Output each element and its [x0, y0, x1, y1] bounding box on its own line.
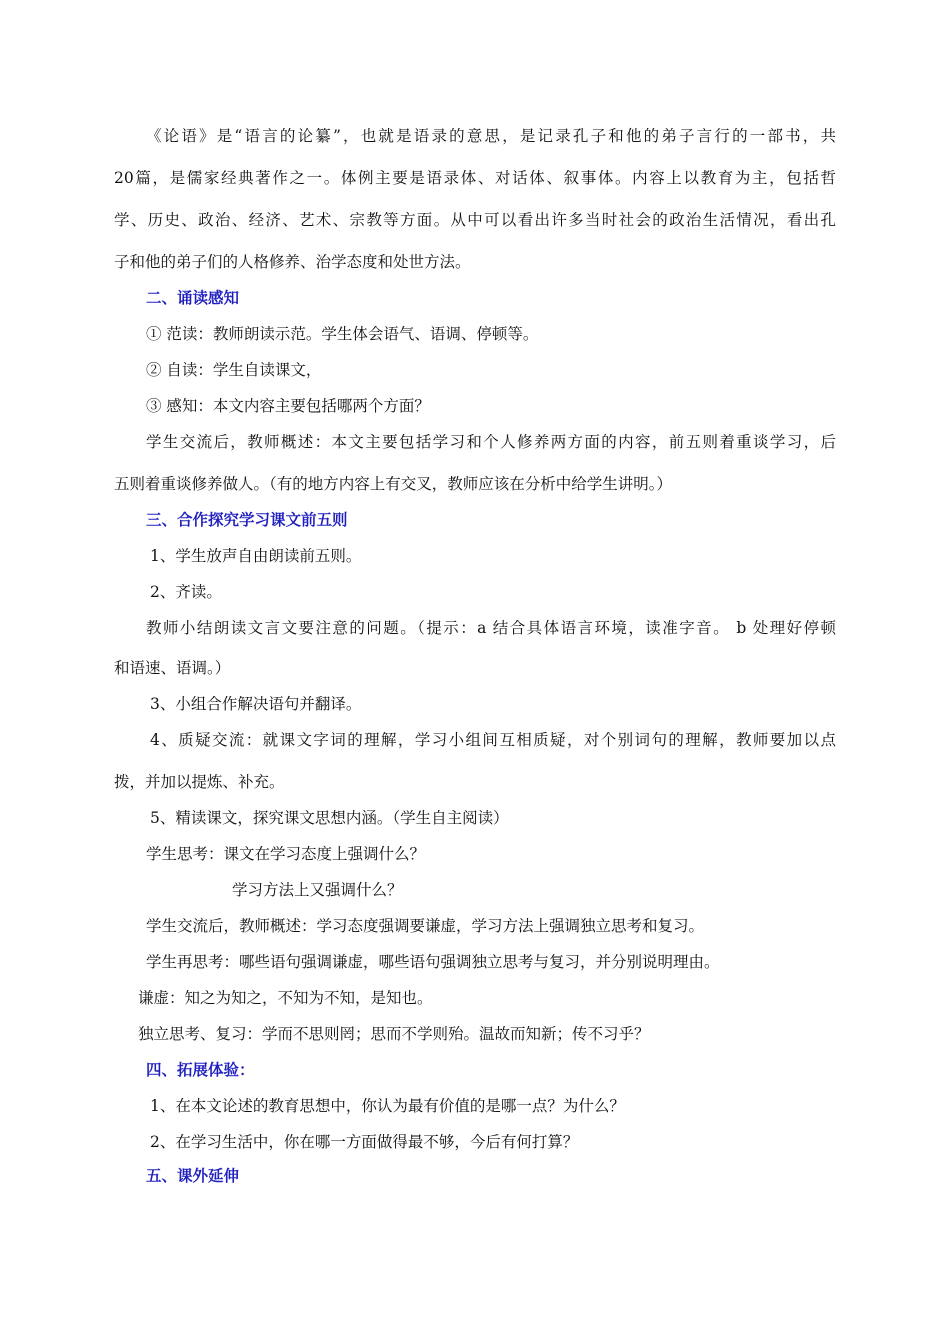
exchange-summary: 学生交流后，教师概述：学习态度强调要谦虚，学习方法上强调独立思考和复习。	[146, 917, 705, 935]
think-question-2: 学习方法上又强调什么？	[232, 881, 403, 899]
review-answer: 独立思考、复习：学而不思则罔；思而不学则殆。温故而知新；传不习乎？	[138, 1025, 650, 1043]
cooperate-step-4-line-1: 4、质疑交流：就课文字词的理解，学习小组间互相质疑，对个别词句的理解，教师要加以点	[150, 731, 836, 749]
extend-question-2: 2、在学习生活中，你在哪一方面做得最不够，今后有何打算？	[150, 1133, 579, 1151]
recite-para-line-2: 五则着重谈修养做人。（有的地方内容上有交叉，教师应该在分析中给学生讲明。）	[114, 475, 673, 493]
recite-item-1: ① 范读：教师朗读示范。学生体会语气、语调、停顿等。	[146, 325, 539, 343]
extend-question-1: 1、在本文论述的教育思想中，你认为最有价值的是哪一点？为什么？	[150, 1097, 625, 1115]
section-heading-recite: 二、诵读感知	[146, 289, 240, 307]
section-heading-beyond: 五、课外延伸	[146, 1167, 240, 1185]
recite-para-line-1: 学生交流后，教师概述：本文主要包括学习和个人修养两方面的内容，前五则着重谈学习，后	[146, 433, 836, 451]
cooperate-step-1: 1、学生放声自由朗读前五则。	[150, 547, 362, 565]
section-heading-cooperate: 三、合作探究学习课文前五则	[146, 511, 348, 529]
cooperate-step-4-line-2: 拨，并加以提炼、补充。	[114, 773, 285, 791]
cooperate-step-2: 2、齐读。	[150, 583, 222, 601]
intro-line-2: 20篇，是儒家经典著作之一。体例主要是语录体、对话体、叙事体。内容上以教育为主，包括哲	[114, 169, 836, 187]
cooperate-step-3: 3、小组合作解决语句并翻译。	[150, 695, 362, 713]
cooperate-step-5: 5、精读课文，探究课文思想内涵。（学生自主阅读）	[150, 809, 509, 827]
intro-line-4: 子和他的弟子们的人格修养、治学态度和处世方法。	[114, 253, 471, 271]
intro-line-1: 《论语》是“语言的论纂”，也就是语录的意思，是记录孔子和他的弟子言行的一部书，共	[146, 127, 836, 145]
modesty-answer: 谦虚：知之为知之，不知为不知，是知也。	[138, 989, 433, 1007]
section-heading-extend: 四、拓展体验：	[146, 1061, 255, 1079]
cooperate-summary-line-2: 和语速、语调。）	[114, 659, 231, 677]
rethink-question: 学生再思考：哪些语句强调谦虚，哪些语句强调独立思考与复习，并分别说明理由。	[146, 953, 720, 971]
recite-item-3: ③ 感知：本文内容主要包括哪两个方面？	[146, 397, 430, 415]
think-question-1: 学生思考：课文在学习态度上强调什么？	[146, 845, 426, 863]
recite-item-2: ② 自读：学生自读课文，	[146, 361, 322, 379]
cooperate-summary-line-1: 教师小结朗读文言文要注意的问题。（提示：a 结合具体语言环境，读准字音。 b 处理好停顿	[146, 619, 836, 637]
intro-line-3: 学、历史、政治、经济、艺术、宗教等方面。从中可以看出许多当时社会的政治生活情况，看出孔	[114, 211, 836, 229]
